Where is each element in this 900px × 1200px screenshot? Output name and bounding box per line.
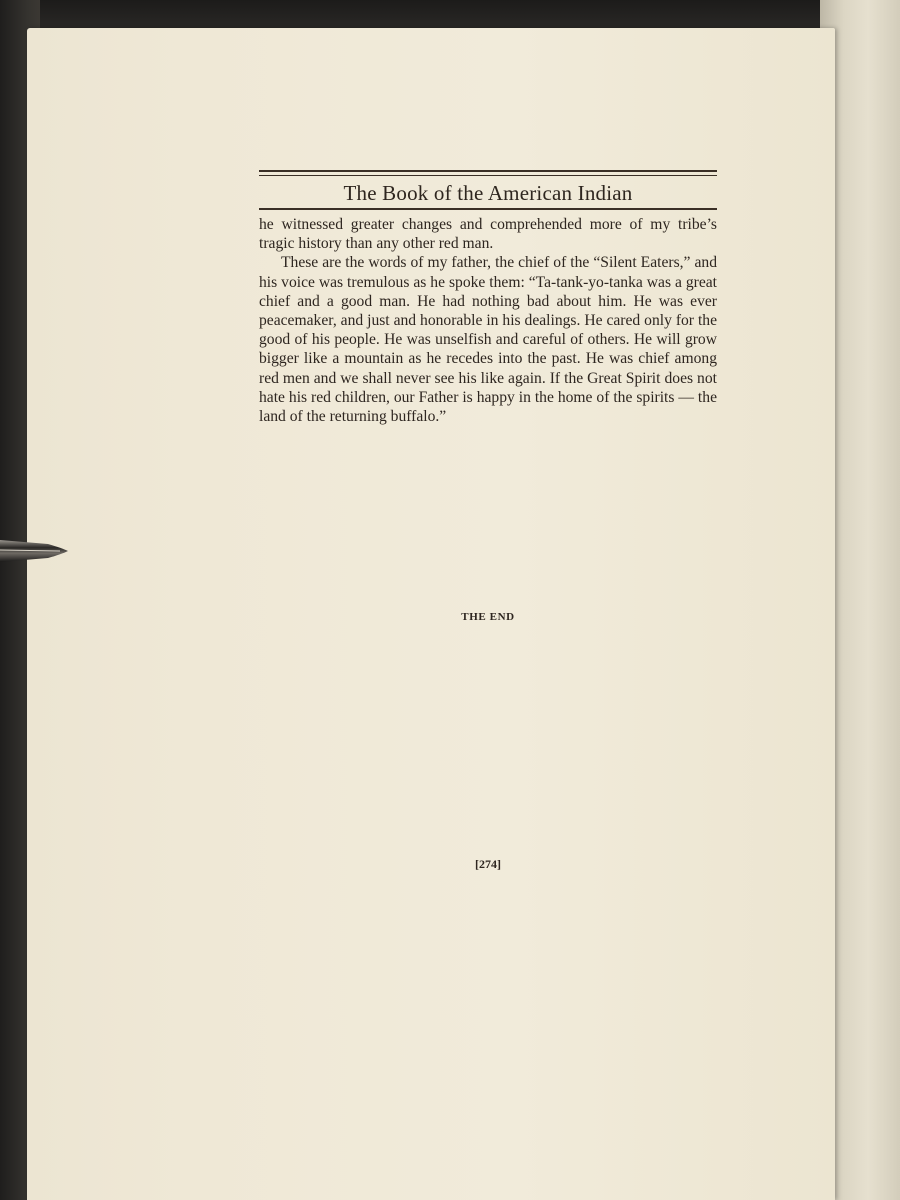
header-rule-bottom	[259, 208, 717, 210]
running-header	[259, 170, 717, 210]
paragraph: he witnessed greater changes and comprehended more of my tribe’s tragic history than any other red man.	[259, 216, 717, 253]
running-head-title: The Book of the American Indian	[343, 181, 633, 205]
page-number: [274]	[475, 857, 501, 871]
the-end-heading: THE END	[461, 611, 515, 623]
body-text	[259, 215, 717, 426]
pen-nib-icon	[0, 538, 70, 564]
header-rule-top-thin	[259, 175, 717, 176]
header-rule-top	[259, 170, 717, 172]
paragraph: These are the words of my father, the chief of the “Silent Eaters,” and his voice was tremulous as he spoke them: “Ta-tank-yo-tanka was a great chief and a good man. He had nothing bad about him. He was ever peacemaker, and just and honorable in his dealings. He cared only for the good of his people. He was unselfish and careful of others. He will grow bigger like a mountain as he recedes into the past. He was chief among red men and we shall never see his like again. If the Great Spirit does not hate his red children, our Father is happy in the home of the spirits — the land of the returning buffalo.”	[259, 254, 717, 426]
